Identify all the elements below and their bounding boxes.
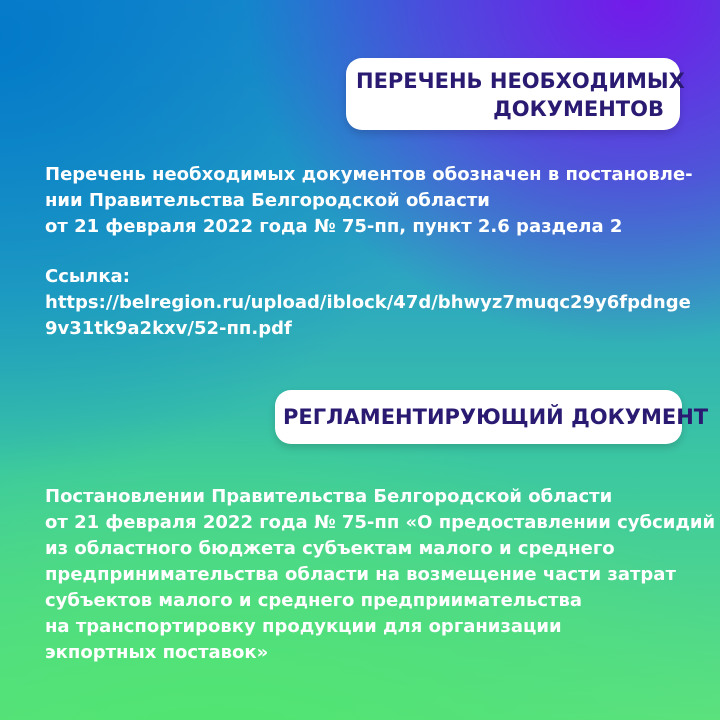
- link-label: Ссылка:: [45, 266, 130, 287]
- required-documents-description: [45, 162, 693, 240]
- heading-badge-required-documents: [346, 58, 685, 130]
- text-line: экпортных поставок»: [45, 642, 269, 663]
- document-link-url[interactable]: 9v31tk9a2kxv/52-пп.pdf: [45, 318, 292, 339]
- heading-line: РЕГЛАМЕНТИРУЮЩИЙ ДОКУМЕНТ: [283, 405, 709, 429]
- regulating-document-description: [45, 484, 715, 666]
- text-line: от 21 февраля 2022 года № 75-пп, пункт 2.6 раздела 2: [45, 216, 623, 237]
- heading-line: ДОКУМЕНТОВ: [493, 97, 664, 121]
- text-line: предпринимательства области на возмещение части затрат: [45, 564, 676, 585]
- text-line: из областного бюджета субъектам малого и среднего: [45, 538, 615, 559]
- document-link-block: [45, 264, 691, 342]
- text-line: Постановлении Правительства Белгородской области: [45, 486, 613, 507]
- heading-line: ПЕРЕЧЕНЬ НЕОБХОДИМЫХ: [356, 69, 685, 93]
- text-line: нии Правительства Белгородской области: [45, 190, 490, 211]
- document-link-url[interactable]: https://belregion.ru/upload/iblock/47d/bhwyz7muqc29y6fpdnge: [45, 292, 691, 313]
- text-line: субъектов малого и среднего предприимательства: [45, 590, 583, 611]
- text-line: Перечень необходимых документов обозначен в постановле-: [45, 164, 693, 185]
- text-line: от 21 февраля 2022 года № 75-пп «О предоставлении субсидий: [45, 512, 716, 533]
- text-line: на транспортировку продукции для организации: [45, 616, 562, 637]
- heading-badge-regulating-document: [275, 390, 709, 444]
